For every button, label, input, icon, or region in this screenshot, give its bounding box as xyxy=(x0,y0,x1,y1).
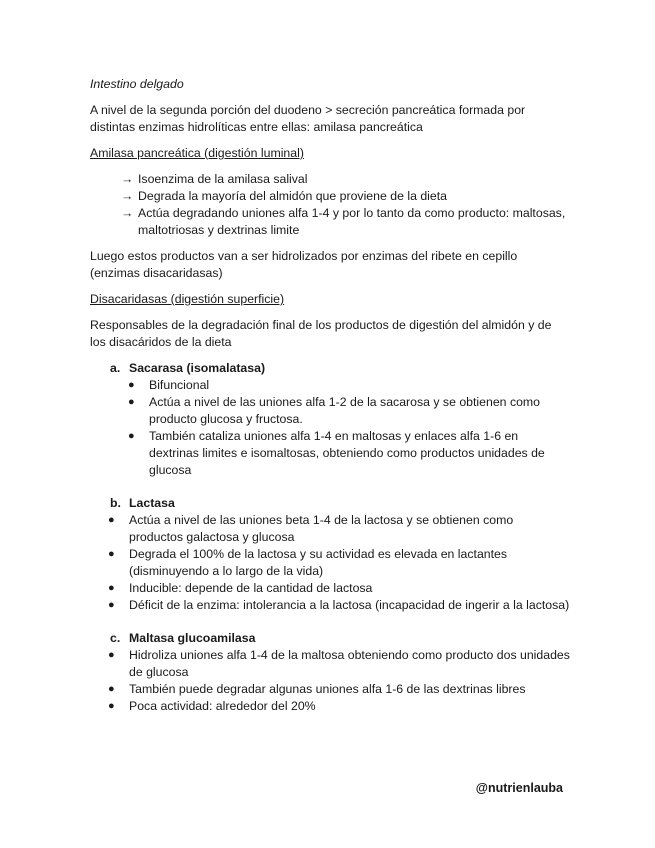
maltasa-list xyxy=(90,647,570,715)
section-heading xyxy=(90,630,570,647)
list-item xyxy=(108,546,570,580)
disacaridasas-intro: Responsables de la degradación final de los productos de digestión del almidón y de los disacáridos de la dieta xyxy=(90,318,552,349)
bullet-icon: ● xyxy=(108,514,115,526)
section-letter: c. xyxy=(110,631,121,645)
list-item xyxy=(128,377,570,394)
section-maltasa xyxy=(90,630,570,715)
bullet-icon: ● xyxy=(108,582,115,594)
bullet-icon: ● xyxy=(108,700,115,712)
list-item-text: Bifuncional xyxy=(149,378,210,392)
list-item xyxy=(121,188,570,205)
arrow-icon: → xyxy=(121,206,134,220)
section-title: Maltasa glucoamilasa xyxy=(129,631,256,645)
lactasa-list xyxy=(90,512,570,614)
list-item-text: Actúa a nivel de las uniones alfa 1-2 de la sacarosa y se obtienen como producto glucosa y fructosa. xyxy=(149,395,541,426)
list-item xyxy=(121,205,570,239)
bullet-icon: ● xyxy=(128,430,135,442)
list-item-text: Isoenzima de la amilasa salival xyxy=(138,172,308,186)
section-lactasa xyxy=(90,495,570,614)
list-item xyxy=(108,698,570,715)
list-item xyxy=(108,647,570,681)
section-heading xyxy=(90,495,570,512)
list-item-text: Degrada la mayoría del almidón que proviene de la dieta xyxy=(138,189,447,203)
list-item xyxy=(128,428,570,479)
list-item-text: También puede degradar algunas uniones alfa 1-6 de las dextrinas libres xyxy=(129,682,526,696)
author-handle: @nutrienlauba xyxy=(475,781,563,795)
list-item xyxy=(108,580,570,597)
section-heading xyxy=(90,360,570,377)
bullet-icon: ● xyxy=(128,379,135,391)
amilasa-list xyxy=(90,171,570,239)
document-page xyxy=(90,76,570,715)
arrow-icon: → xyxy=(121,172,134,186)
list-item xyxy=(108,597,570,614)
section-letter: a. xyxy=(110,361,121,375)
list-item xyxy=(121,171,570,188)
bullet-icon: ● xyxy=(108,548,115,560)
list-item-text: Actúa a nivel de las uniones beta 1-4 de la lactosa y se obtienen como productos galactosa y glucosa xyxy=(129,513,514,544)
list-item-text: Degrada el 100% de la lactosa y su actividad es elevada en lactantes (disminuyendo a lo largo de la vida) xyxy=(129,547,508,578)
amilasa-heading: Amilasa pancreática (digestión luminal) xyxy=(90,146,304,160)
list-item-text: Poca actividad: alrededor del 20% xyxy=(129,699,316,713)
section-title: Sacarasa (isomalatasa) xyxy=(129,361,266,375)
bullet-icon: ● xyxy=(108,649,115,661)
list-item-text: Hidroliza uniones alfa 1-4 de la maltosa obteniendo como producto dos unidades de glucosa xyxy=(129,648,570,679)
list-item-text: Actúa degradando uniones alfa 1-4 y por lo tanto da como producto: maltosas, maltotriosas y dextrinas limite xyxy=(138,206,566,237)
section-letter: b. xyxy=(110,496,121,510)
arrow-icon: → xyxy=(121,189,134,203)
sacarasa-list xyxy=(90,377,570,479)
page-title: Intestino delgado xyxy=(90,77,184,91)
list-item-text: Inducible: depende de la cantidad de lactosa xyxy=(129,581,373,595)
section-sacarasa xyxy=(90,360,570,479)
luego-paragraph: Luego estos productos van a ser hidrolizados por enzimas del ribete en cepillo (enzimas disacaridasas) xyxy=(90,249,518,280)
list-item-text: También cataliza uniones alfa 1-4 en maltosas y enlaces alfa 1-6 en dextrinas limites e isomaltosas, obteniendo como productos unidades de glucosa xyxy=(149,429,545,477)
list-item xyxy=(108,512,570,546)
bullet-icon: ● xyxy=(108,683,115,695)
list-item xyxy=(128,394,570,428)
intro-paragraph: A nivel de la segunda porción del duodeno > secreción pancreática formada por distintas enzimas hidrolíticas entre ellas: amilasa pancreática xyxy=(90,103,526,134)
disacaridasas-heading: Disacaridasas (digestión superficie) xyxy=(90,292,285,306)
section-title: Lactasa xyxy=(129,496,175,510)
list-item-text: Déficit de la enzima: intolerancia a la lactosa (incapacidad de ingerir a la lactosa) xyxy=(129,598,570,612)
bullet-icon: ● xyxy=(108,599,115,611)
bullet-icon: ● xyxy=(128,396,135,408)
list-item xyxy=(108,681,570,698)
